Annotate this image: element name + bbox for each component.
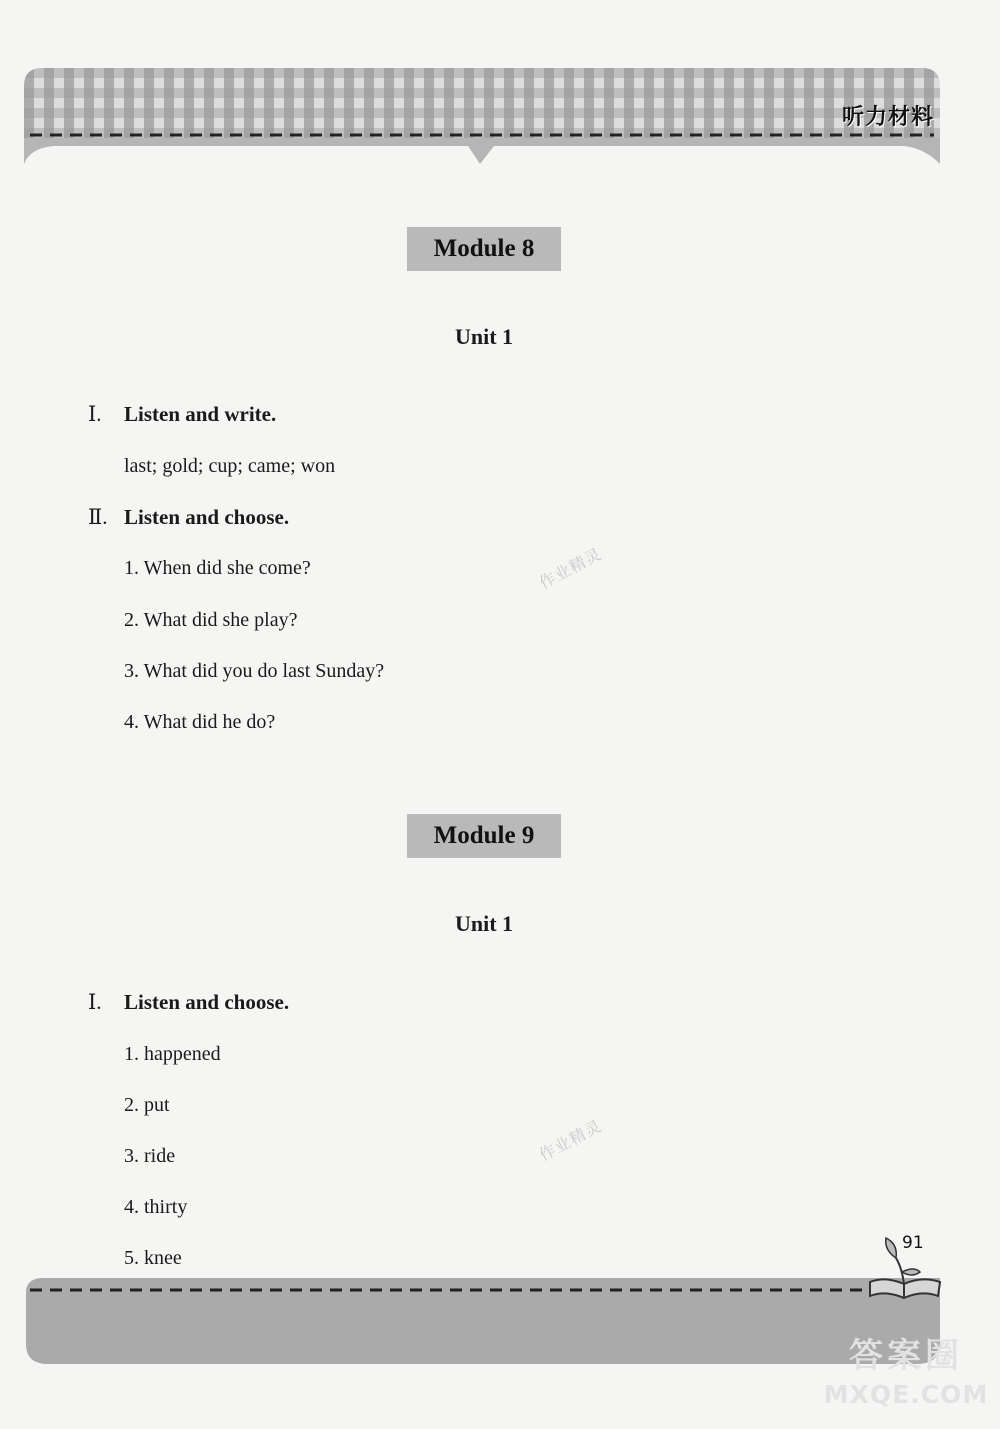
watermark: 作业精灵 xyxy=(535,544,605,593)
site-logo-top: 答案圈 xyxy=(849,1336,963,1376)
section-heading xyxy=(88,505,289,530)
roman-numeral: Ⅰ. xyxy=(88,990,102,1014)
heading-text: Listen and choose. xyxy=(124,505,290,529)
module-title-box: Module 8 xyxy=(407,227,561,271)
word-list: last; gold; cup; came; won xyxy=(124,455,336,477)
section-heading xyxy=(88,990,289,1015)
module-title-box: Module 9 xyxy=(407,814,561,858)
heading-text: Listen and write. xyxy=(124,402,277,426)
watermark: 作业精灵 xyxy=(535,1116,605,1165)
unit-title: Unit 1 xyxy=(454,324,514,349)
unit-title: Unit 1 xyxy=(454,911,514,936)
roman-numeral: Ⅰ. xyxy=(88,402,102,426)
list-item: 2. What did she play? xyxy=(124,609,298,631)
list-item: 1. When did she come? xyxy=(124,557,311,579)
list-item: 3. What did you do last Sunday? xyxy=(124,660,385,682)
roman-numeral: Ⅱ. xyxy=(88,505,108,529)
site-logo-bottom: MXQE.COM xyxy=(823,1380,989,1409)
list-item: 1. happened xyxy=(124,1043,221,1065)
page-number: 91 xyxy=(902,1233,924,1253)
list-item: 5. knee xyxy=(124,1247,182,1269)
footer-band xyxy=(26,1272,940,1368)
site-logo xyxy=(820,1334,992,1420)
list-item: 3. ride xyxy=(124,1145,176,1167)
list-item: 4. What did he do? xyxy=(124,711,276,733)
list-item: 2. put xyxy=(124,1094,170,1116)
section-heading xyxy=(88,402,276,427)
header-title: 听力材料 xyxy=(841,105,934,130)
header-banner xyxy=(24,68,940,164)
list-item: 4. thirty xyxy=(124,1196,188,1218)
heading-text: Listen and choose. xyxy=(124,990,290,1014)
